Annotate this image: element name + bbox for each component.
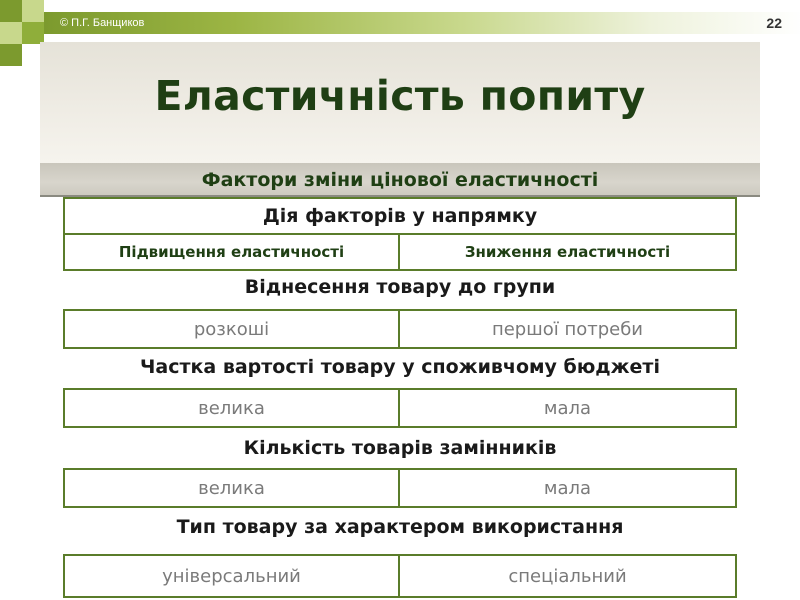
section-left-value: розкоші <box>65 311 400 347</box>
section-heading: Кількість товарів замінників <box>243 437 557 459</box>
decor-square <box>22 0 44 22</box>
section-left-value: велика <box>65 390 400 426</box>
section-row <box>63 554 737 598</box>
section-left-value: універсальний <box>65 556 400 596</box>
direction-heading: Дія факторів у напрямку <box>65 199 735 235</box>
section-heading: Частка вартості товару у споживчому бюджеті <box>140 356 660 378</box>
section-heading: Тип товару за характером використання <box>176 516 624 538</box>
section-row <box>63 309 737 349</box>
direction-table <box>63 197 737 271</box>
decor-square <box>0 0 22 22</box>
section-right-value: мала <box>543 397 592 419</box>
section-right-value: першої потреби <box>491 318 644 340</box>
section-left-value: велика <box>65 470 400 506</box>
section-row <box>63 388 737 428</box>
section-row <box>63 468 737 508</box>
decor-square <box>22 22 44 44</box>
section-right-value: мала <box>543 477 592 499</box>
page-title: Еластичність попиту <box>154 72 646 120</box>
decor-square <box>0 44 22 66</box>
subtitle: Фактори зміни цінової еластичності <box>201 169 599 191</box>
header-bar <box>44 12 800 34</box>
page-number: 22 <box>766 15 782 31</box>
direction-left: Підвищення еластичності <box>65 235 400 269</box>
section-heading: Віднесення товару до групи <box>244 276 556 298</box>
decor-square <box>0 22 22 44</box>
copyright-text: © П.Г. Банщиков <box>60 17 145 29</box>
section-right-value: спеціальний <box>508 565 627 587</box>
direction-right: Зниження еластичності <box>464 243 671 261</box>
